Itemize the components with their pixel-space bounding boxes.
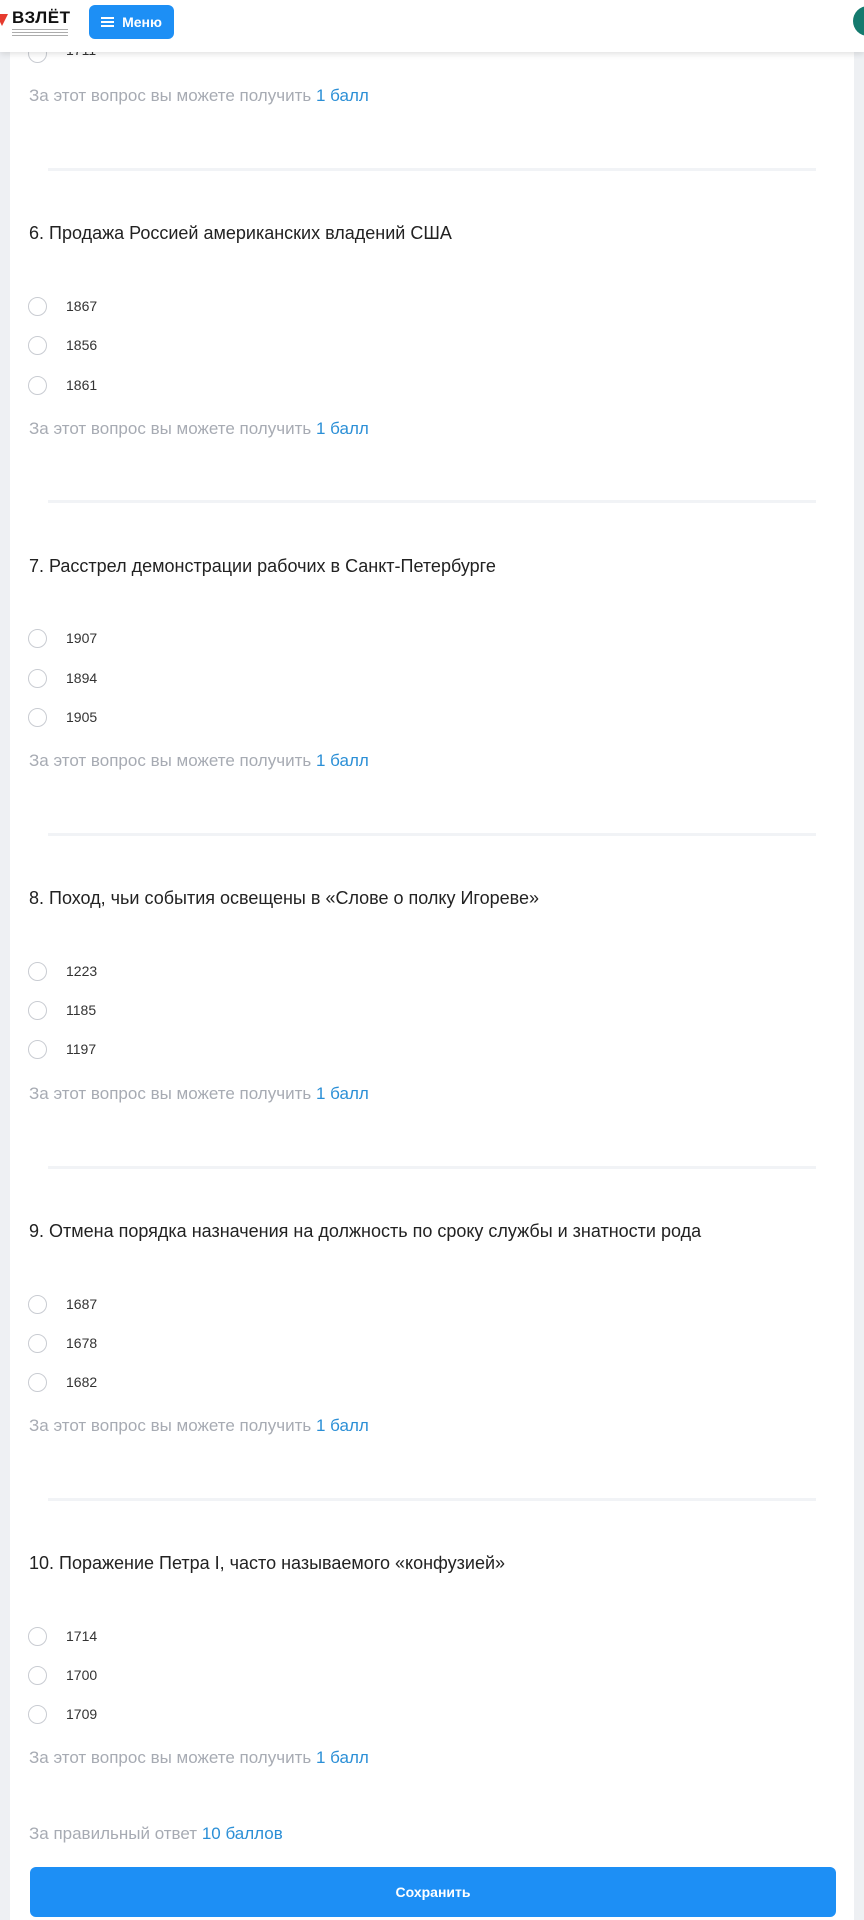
answer-option[interactable]: [28, 374, 97, 396]
answer-option[interactable]: [28, 1371, 97, 1393]
answer-option[interactable]: [28, 1293, 97, 1315]
menu-button[interactable]: [89, 5, 174, 39]
points-prefix: За этот вопрос вы можете получить: [29, 1416, 312, 1435]
option-label: 1861: [66, 377, 98, 393]
site-logo[interactable]: [0, 6, 72, 42]
logo-subtitle-icon: [12, 29, 68, 37]
radio-button[interactable]: [28, 376, 47, 395]
option-label: 1197: [66, 1041, 97, 1057]
answer-option[interactable]: [28, 1332, 97, 1354]
radio-button[interactable]: [28, 1040, 47, 1059]
radio-button[interactable]: [28, 1373, 47, 1392]
radio-button[interactable]: [28, 669, 47, 688]
question-divider: [48, 500, 816, 503]
points-prefix: За этот вопрос вы можете получить: [29, 1748, 312, 1767]
points-value: 1 балл: [315, 86, 369, 105]
answer-option[interactable]: [28, 999, 96, 1021]
points-info: [29, 419, 369, 439]
answer-option[interactable]: [28, 960, 97, 982]
question-divider: [48, 168, 816, 171]
option-label: 1709: [66, 1706, 98, 1722]
answer-option[interactable]: [28, 667, 97, 689]
option-label: 1905: [66, 709, 98, 725]
answer-option[interactable]: [28, 334, 97, 356]
answer-option[interactable]: [28, 706, 97, 728]
points-info: [29, 86, 369, 106]
answer-option[interactable]: [28, 627, 97, 649]
top-header: [0, 0, 864, 52]
save-button[interactable]: Сохранить: [30, 1867, 836, 1917]
radio-button[interactable]: [28, 708, 47, 727]
question-title: 6. Продажа Россией американских владений США: [29, 223, 452, 243]
points-info: [29, 1748, 369, 1768]
points-info: [29, 1416, 369, 1436]
question-divider: [48, 1166, 816, 1169]
option-label: 1223: [66, 963, 98, 979]
points-info: [29, 1084, 369, 1104]
total-points-info: [29, 1824, 283, 1844]
option-label: 1687: [66, 1296, 98, 1312]
radio-button[interactable]: [28, 336, 47, 355]
points-value: 1 балл: [315, 1748, 369, 1767]
logo-mark-icon: [0, 14, 8, 26]
answer-option[interactable]: [28, 295, 97, 317]
logo-text: ВЗЛЁТ: [12, 8, 71, 27]
radio-button[interactable]: [28, 297, 47, 316]
menu-button-label: Меню: [122, 14, 162, 30]
question-title: 10. Поражение Петра I, часто называемого «конфузией»: [29, 1553, 506, 1573]
points-prefix: За этот вопрос вы можете получить: [29, 751, 312, 770]
radio-button[interactable]: [28, 1295, 47, 1314]
option-label: 1894: [66, 670, 98, 686]
radio-button[interactable]: [28, 1334, 47, 1353]
option-label: 1907: [66, 630, 98, 646]
points-prefix: За этот вопрос вы можете получить: [29, 86, 312, 105]
question-title: 9. Отмена порядка назначения на должность по сроку службы и знатности рода: [29, 1221, 702, 1241]
total-points-value: 10 баллов: [201, 1824, 283, 1843]
points-value: 1 балл: [315, 1084, 369, 1103]
question-title: 8. Поход, чьи события освещены в «Слове о полку Игореве»: [29, 888, 540, 908]
answer-option[interactable]: [28, 1664, 97, 1686]
radio-button[interactable]: [28, 962, 47, 981]
points-info: [29, 751, 369, 771]
radio-button[interactable]: [28, 629, 47, 648]
question-title: 7. Расстрел демонстрации рабочих в Санкт-Петербурге: [29, 556, 496, 576]
option-label: 1185: [66, 1002, 97, 1018]
quiz-card: [10, 0, 854, 1920]
points-value: 1 балл: [315, 1416, 369, 1435]
option-label: 1867: [66, 298, 98, 314]
points-prefix: За этот вопрос вы можете получить: [29, 1084, 312, 1103]
option-label: 1678: [66, 1335, 98, 1351]
answer-option[interactable]: [28, 1703, 97, 1725]
question-divider: [48, 833, 816, 836]
points-value: 1 балл: [315, 419, 369, 438]
avatar[interactable]: [853, 6, 864, 36]
points-prefix: За этот вопрос вы можете получить: [29, 419, 312, 438]
option-label: 1856: [66, 337, 98, 353]
radio-button[interactable]: [28, 1001, 47, 1020]
radio-button[interactable]: [28, 1666, 47, 1685]
option-label: 1700: [66, 1667, 98, 1683]
radio-button[interactable]: [28, 1627, 47, 1646]
option-label: 1714: [66, 1628, 98, 1644]
option-label: 1682: [66, 1374, 98, 1390]
answer-option[interactable]: [28, 1625, 97, 1647]
total-points-prefix: За правильный ответ: [29, 1824, 198, 1843]
radio-button[interactable]: [28, 1705, 47, 1724]
question-divider: [48, 1498, 816, 1501]
hamburger-icon: [101, 17, 114, 27]
answer-option[interactable]: [28, 1038, 96, 1060]
points-value: 1 балл: [315, 751, 369, 770]
